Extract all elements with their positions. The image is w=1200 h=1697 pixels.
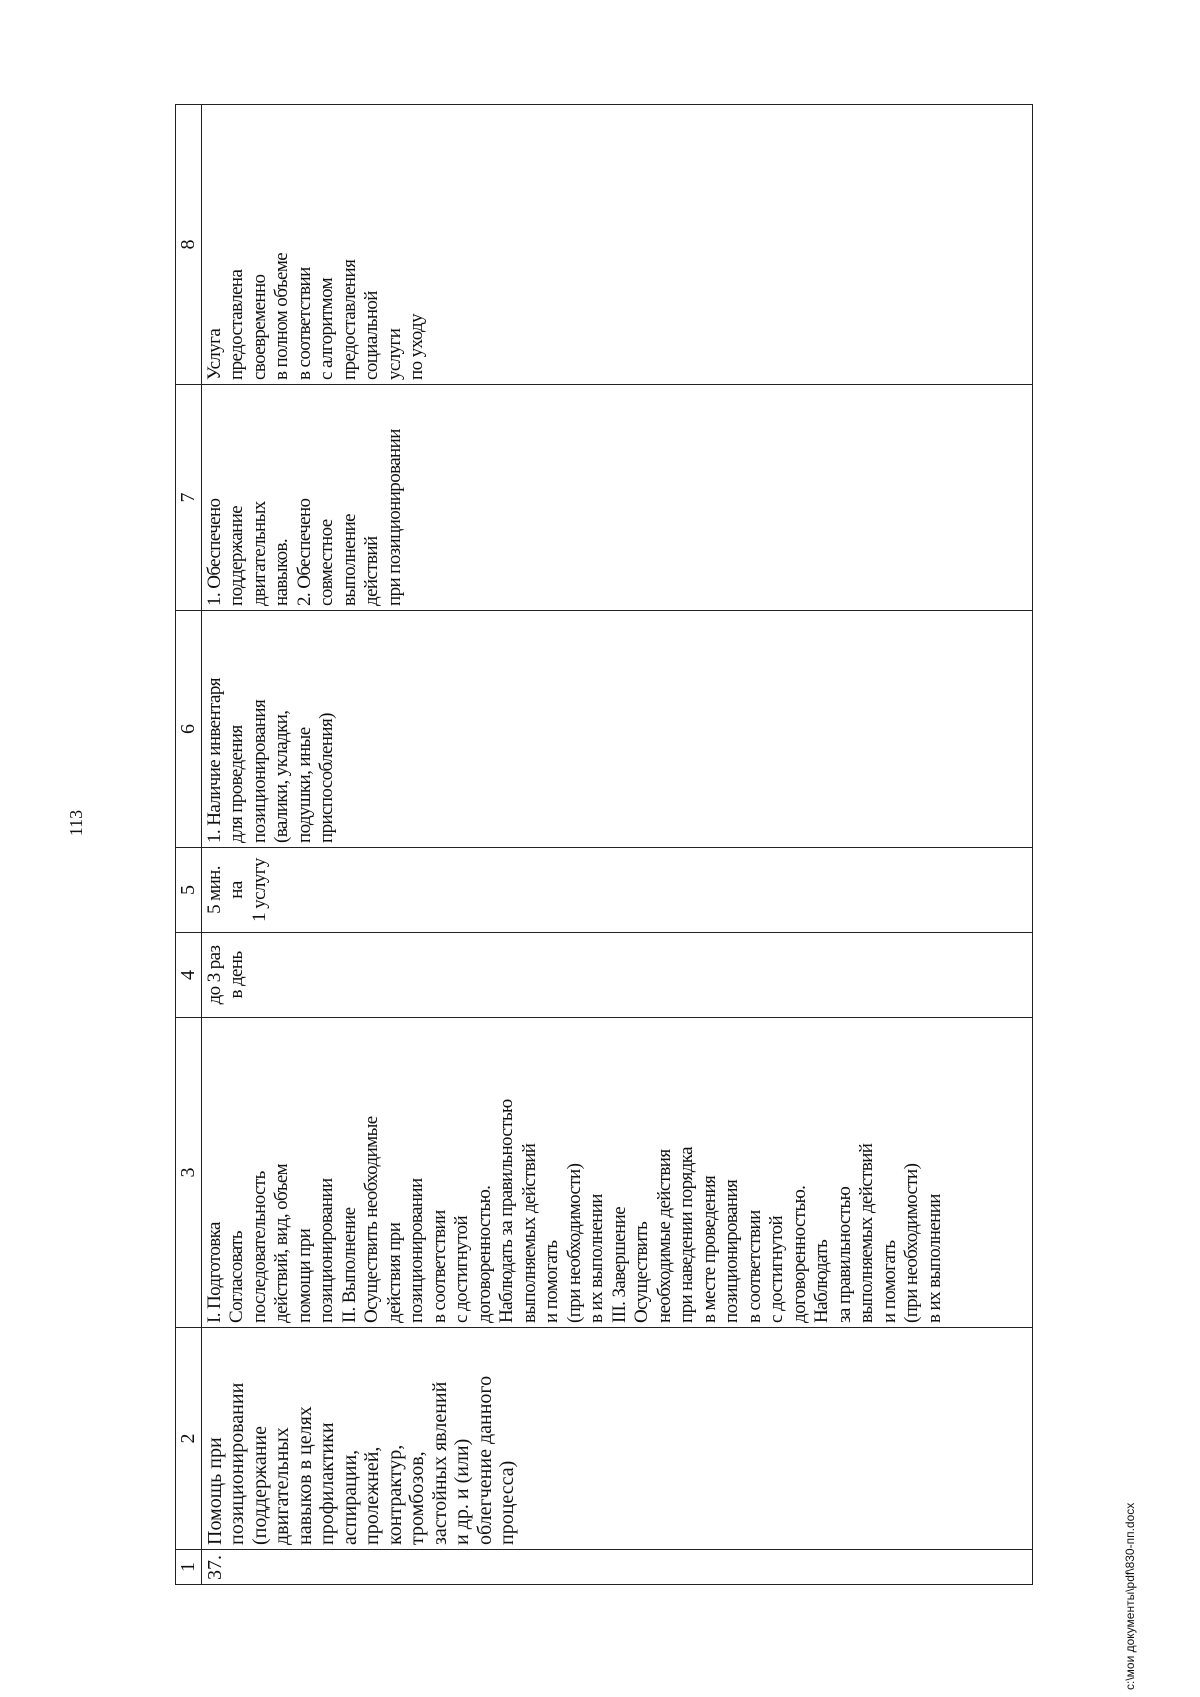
- cell-line: в их выполнении: [923, 1194, 945, 1323]
- cell-line: контрактур,: [383, 1444, 406, 1545]
- cell-line: подушки, иные: [293, 727, 315, 843]
- cell-line: профилактики: [316, 1422, 338, 1545]
- cell-line: приспособления): [316, 713, 337, 843]
- cell-line: действий, вид, объем: [271, 1163, 292, 1323]
- cell-line: необходимые действия: [653, 1149, 675, 1323]
- cell-line: позиционировании: [316, 1178, 337, 1323]
- cell-line: помощи при: [293, 1228, 315, 1323]
- cell-line: предоставлена: [226, 269, 247, 380]
- cell-line: процесса): [496, 1460, 518, 1545]
- cell-line: за правильностью: [833, 1186, 855, 1323]
- cell-line: 1. Обеспечено: [203, 498, 225, 606]
- cell-time-norm: [201, 848, 1032, 933]
- cell-line: III. Завершение: [608, 1206, 630, 1323]
- cell-line: с достигнутой: [451, 1215, 472, 1323]
- cell-line: совместное: [316, 519, 337, 606]
- cell-line: двигательных: [271, 1427, 293, 1545]
- cell-line: договоренностью.: [788, 1185, 810, 1323]
- cell-line: социальной: [361, 291, 382, 380]
- cell-line: предоставления: [338, 259, 360, 380]
- cell-line: выполнение: [338, 513, 360, 606]
- page-number: 113: [66, 809, 86, 837]
- cell-line: поддержание: [226, 505, 247, 606]
- cell-line: с алгоритмом: [316, 277, 337, 380]
- cell-line: двигательных: [248, 501, 270, 606]
- cell-line: позиционирования: [721, 1179, 742, 1323]
- cell-line: на: [226, 881, 247, 899]
- cell-line: при позиционировании: [383, 429, 405, 606]
- cell-line: для проведения: [226, 725, 247, 843]
- cell-line: последовательность: [248, 1171, 270, 1323]
- header-col-7: 7: [176, 385, 202, 611]
- cell-number: [201, 1550, 1032, 1585]
- cell-line: Наблюдать: [811, 1239, 832, 1323]
- cell-line: Наблюдать за правильностью: [496, 1099, 517, 1323]
- cell-line: Согласовать: [226, 1231, 247, 1323]
- cell-line: (поддержание: [248, 1426, 271, 1545]
- cell-line: (при необходимости): [901, 1163, 922, 1323]
- cell-service-name: [201, 1328, 1032, 1550]
- cell-service-description: [201, 1018, 1032, 1328]
- cell-line: 1 услугу: [248, 858, 270, 922]
- footer-file-path: c:\мои документы\pdf\830-пп.docx: [1123, 1502, 1137, 1690]
- table-header-row: [176, 105, 202, 1585]
- header-col-2: 2: [176, 1328, 202, 1550]
- cell-line: аспирации,: [338, 1449, 361, 1545]
- cell-line: Осуществить необходимые: [361, 1116, 382, 1323]
- rotated-table-wrapper: [175, 105, 1035, 1585]
- header-col-3: 3: [176, 1018, 202, 1328]
- cell-line: при наведении порядка: [676, 1147, 697, 1323]
- cell-line: и помогать: [878, 1240, 900, 1323]
- cell-line: действия при: [383, 1222, 405, 1323]
- cell-line: в полном объеме: [271, 252, 292, 380]
- cell-line: позиционировании: [406, 1178, 427, 1323]
- cell-line: навыков.: [271, 538, 292, 606]
- cell-line: I. Подготовка: [203, 1222, 225, 1323]
- cell-line: 5 мин.: [203, 866, 225, 914]
- cell-line: позиционировании: [226, 1382, 248, 1545]
- cell-line: Осуществить: [631, 1221, 652, 1323]
- cell-line: по уходу: [406, 313, 427, 380]
- cell-line: застойных явлений: [428, 1381, 451, 1545]
- cell-line: 37.: [203, 1555, 226, 1580]
- cell-line: позиционирования: [248, 699, 270, 843]
- header-col-1: 1: [176, 1550, 202, 1585]
- cell-line: (при необходимости): [563, 1163, 585, 1323]
- header-col-4: 4: [176, 933, 202, 1018]
- cell-line: тромбозов,: [406, 1451, 428, 1545]
- cell-line: в соответствии: [743, 1210, 765, 1323]
- cell-line: пролежней,: [361, 1446, 383, 1545]
- header-col-5: 5: [176, 848, 202, 933]
- cell-line: в месте проведения: [698, 1175, 720, 1323]
- cell-line: в соответствии: [293, 267, 315, 380]
- cell-line: и др. и (или): [451, 1438, 473, 1545]
- cell-line: 2. Обеспечено: [293, 498, 315, 606]
- cell-line: выполняемых действий: [856, 1143, 877, 1323]
- services-table: [175, 104, 1033, 1585]
- cell-evaluation: [201, 105, 1032, 385]
- cell-line: в их выполнении: [586, 1194, 607, 1323]
- cell-line: действий: [361, 536, 382, 606]
- cell-line: облегчение данного: [473, 1375, 496, 1545]
- cell-line: своевременно: [248, 274, 270, 380]
- header-col-8: 8: [176, 105, 202, 385]
- table-row: [201, 105, 1032, 1585]
- cell-quality-indicators: [201, 385, 1032, 611]
- cell-line: и помогать: [541, 1240, 562, 1323]
- cell-line: услуги: [383, 328, 405, 380]
- cell-line: II. Выполнение: [338, 1207, 360, 1323]
- cell-line: (валики, укладки,: [271, 710, 292, 843]
- cell-line: в соответствии: [428, 1210, 450, 1323]
- cell-frequency: [201, 933, 1032, 1018]
- cell-line: в день: [226, 951, 247, 999]
- cell-line: Услуга: [203, 328, 225, 380]
- cell-line: навыков в целях: [293, 1406, 316, 1545]
- cell-line: до 3 раз: [203, 945, 225, 1005]
- cell-line: договоренностью.: [473, 1185, 495, 1323]
- cell-line: 1. Наличие инвентаря: [203, 678, 225, 843]
- cell-line: выполняемых действий: [518, 1143, 540, 1323]
- cell-conditions: [201, 611, 1032, 848]
- header-col-6: 6: [176, 611, 202, 848]
- cell-line: с достигнутой: [766, 1215, 787, 1323]
- cell-line: Помощь при: [203, 1437, 226, 1545]
